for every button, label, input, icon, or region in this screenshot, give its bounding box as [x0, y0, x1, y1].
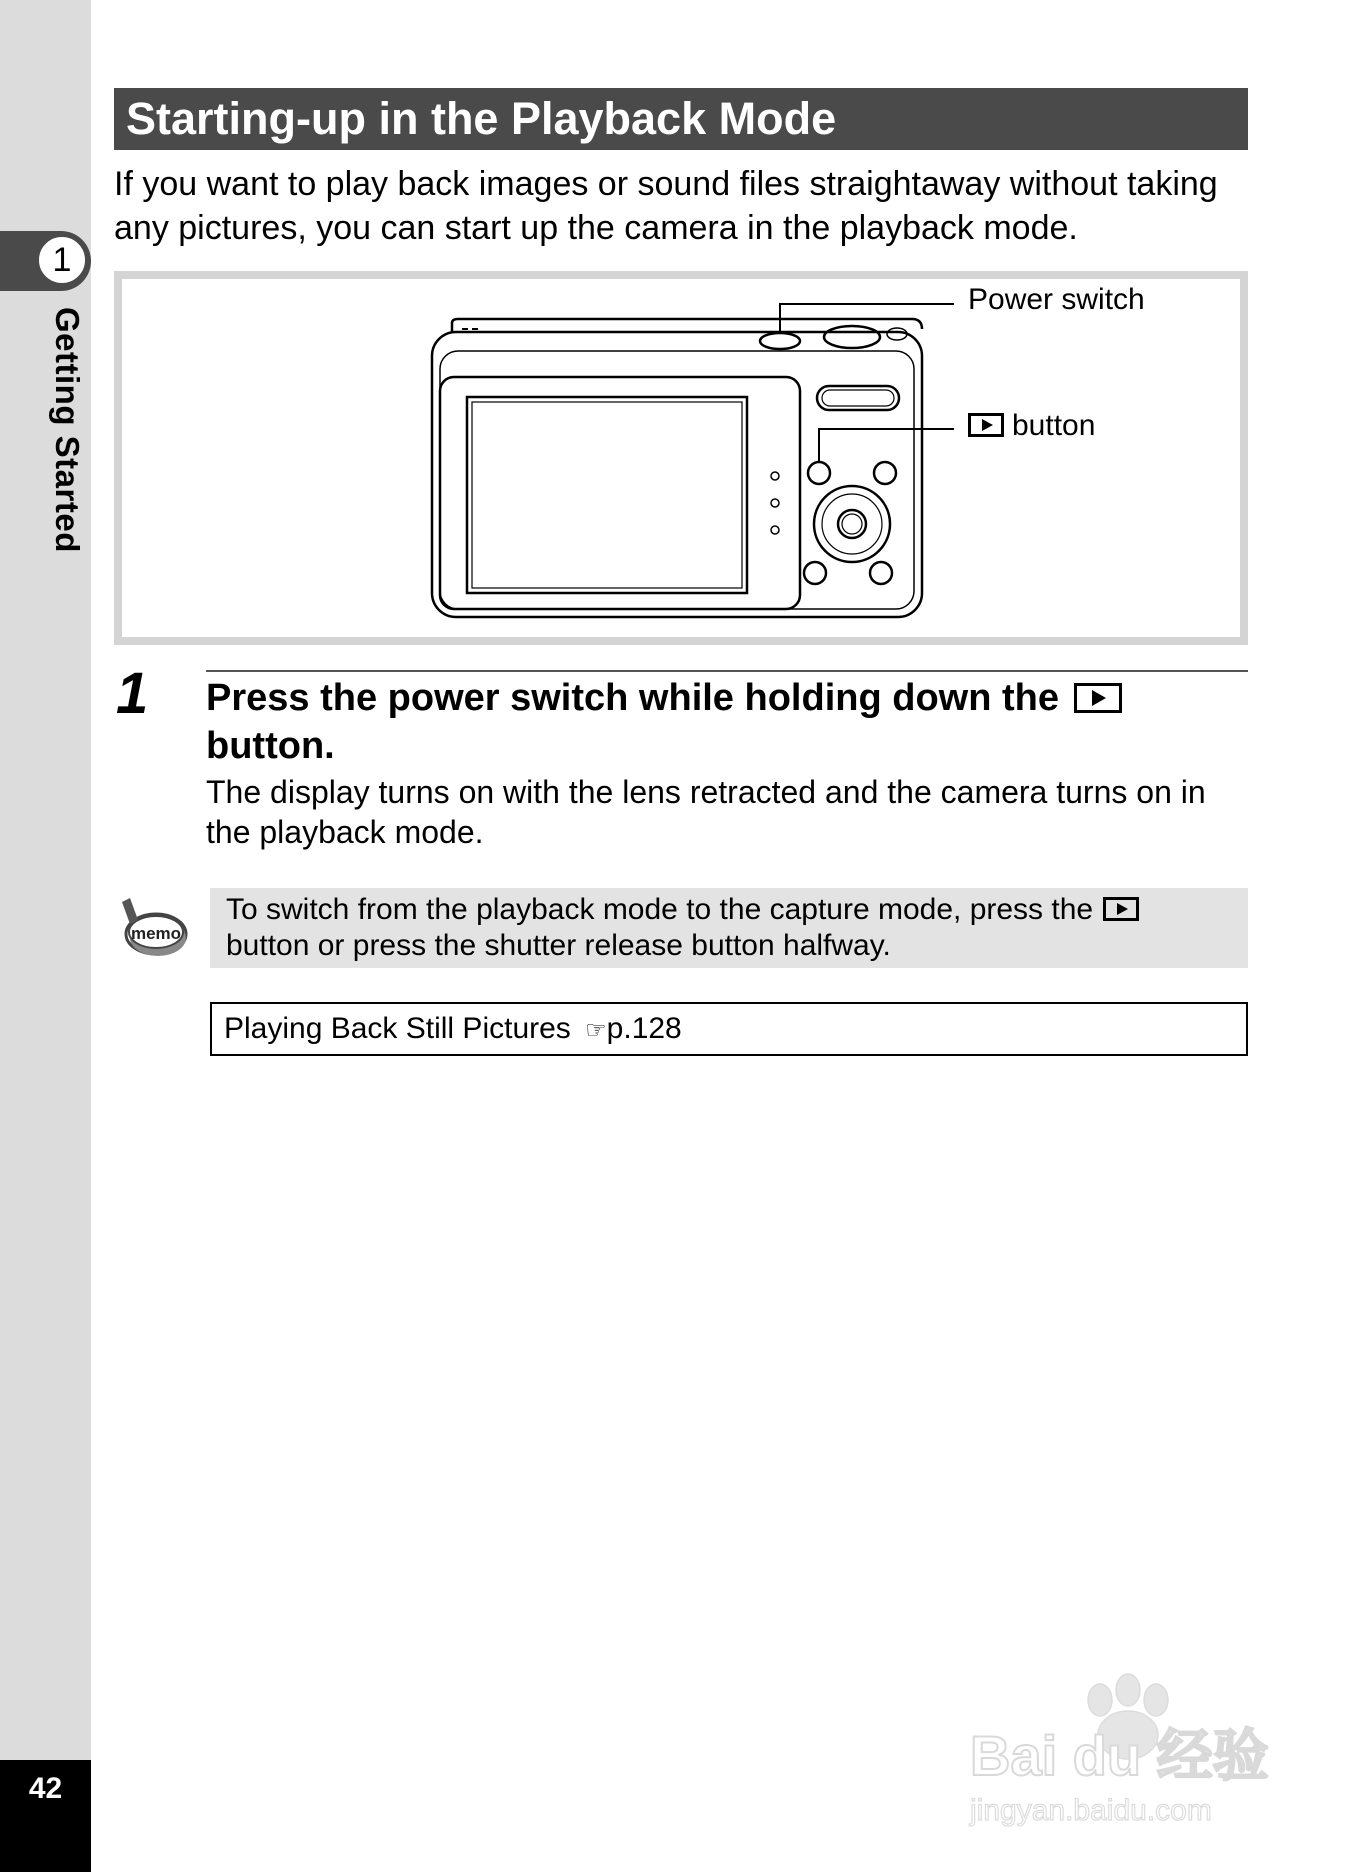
- reference-page-link[interactable]: p.128: [606, 1012, 682, 1045]
- baidu-watermark: [960, 1660, 1290, 1830]
- playback-button-callout: [968, 409, 1095, 443]
- memo-note: [210, 888, 1248, 968]
- page-number: 42: [28, 1772, 63, 1805]
- reference-box: [210, 1002, 1248, 1056]
- chapter-title: Getting Started: [49, 307, 86, 553]
- playback-icon: [968, 413, 1004, 437]
- step-heading-text: Press the power switch while holding down the: [206, 677, 1059, 719]
- playback-button-label: button: [1012, 409, 1096, 442]
- watermark-brand: Bai du 经验: [970, 1724, 1269, 1787]
- playback-icon: [1103, 897, 1139, 921]
- pointing-hand-icon: ☞: [585, 1017, 607, 1044]
- step-number: 1: [116, 661, 149, 726]
- chapter-number: 1: [37, 235, 87, 285]
- camera-figure: [114, 271, 1248, 645]
- camera-illustration: [122, 279, 1240, 637]
- memo-text: To switch from the playback mode to the capture mode, press the: [226, 893, 1094, 926]
- intro-paragraph: If you want to play back images or sound files straightaway without taking any pictures, you can start up the camera in the playback mode.: [114, 165, 1218, 247]
- section-title: Starting-up in the Playback Mode: [114, 88, 1248, 150]
- step-divider: [206, 670, 1248, 672]
- watermark-url: jingyan.baidu.com: [970, 1794, 1212, 1827]
- power-switch-label: Power switch: [968, 283, 1145, 316]
- step-heading-text-2: button.: [206, 725, 335, 767]
- playback-icon: [1074, 683, 1122, 713]
- step-body: The display turns on with the lens retracted and the camera turns on in the playback mode.: [206, 774, 1206, 850]
- memo-text-2: button or press the shutter release button halfway.: [226, 929, 891, 962]
- reference-text: Playing Back Still Pictures: [224, 1012, 571, 1045]
- memo-icon-label: memo: [130, 924, 182, 943]
- memo-icon: [116, 896, 188, 960]
- step-heading: [206, 674, 1256, 770]
